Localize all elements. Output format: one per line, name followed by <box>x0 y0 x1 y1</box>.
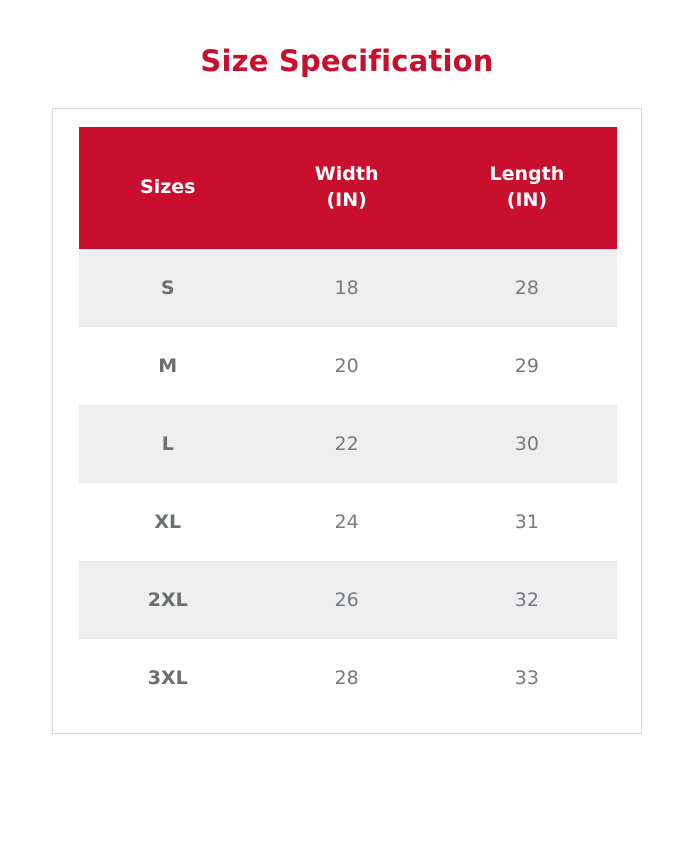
table-row <box>79 483 617 561</box>
cell-size: S <box>79 249 257 327</box>
table-row <box>79 249 617 327</box>
header-sizes-label: Sizes <box>140 176 196 199</box>
header-length-unit: (IN) <box>506 189 548 211</box>
cell-width: 24 <box>334 511 359 533</box>
header-width <box>257 127 437 249</box>
header-width-unit: (IN) <box>326 189 367 211</box>
cell-size: M <box>158 355 178 377</box>
cell-length: 33 <box>514 667 539 689</box>
cell-length: 30 <box>437 405 617 483</box>
size-table <box>79 127 617 717</box>
cell-length: 32 <box>437 561 617 639</box>
table-row <box>79 639 617 717</box>
header-row <box>79 127 617 249</box>
cell-length: 31 <box>514 511 539 533</box>
header-length <box>437 127 617 249</box>
size-table-frame <box>52 108 642 734</box>
header-width-label: Width <box>314 163 379 186</box>
cell-size: 3XL <box>147 667 188 689</box>
cell-size: XL <box>154 511 182 533</box>
table-row <box>79 405 617 483</box>
table-row <box>79 561 617 639</box>
cell-width: 26 <box>257 561 437 639</box>
header-sizes <box>79 127 257 249</box>
cell-width: 20 <box>334 355 359 377</box>
cell-length: 28 <box>437 249 617 327</box>
cell-width: 18 <box>257 249 437 327</box>
cell-length: 29 <box>514 355 539 377</box>
cell-width: 22 <box>257 405 437 483</box>
size-table-body <box>79 249 617 717</box>
cell-size: L <box>79 405 257 483</box>
cell-width: 28 <box>334 667 359 689</box>
cell-size: 2XL <box>79 561 257 639</box>
table-row <box>79 327 617 405</box>
page-title: Size Specification <box>200 44 494 78</box>
header-length-label: Length <box>489 163 565 186</box>
size-table-header <box>79 127 617 249</box>
